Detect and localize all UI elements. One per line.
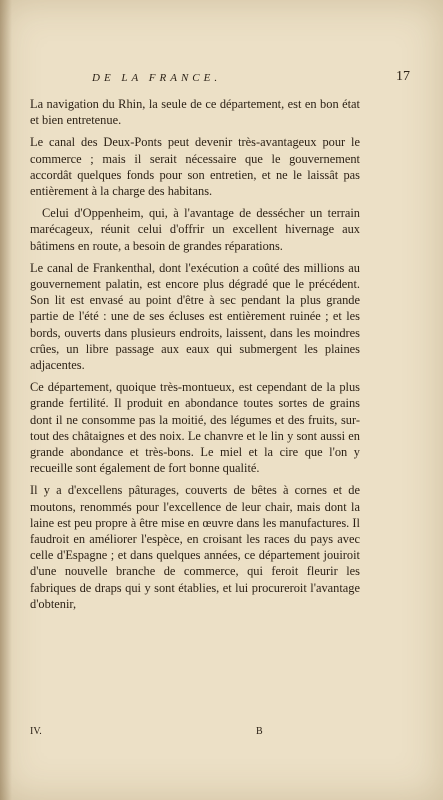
signature-mark: B (256, 726, 263, 737)
page-body (30, 96, 360, 618)
volume-mark: IV. (30, 726, 42, 737)
paragraph-navigation: La navigation du Rhin, la seule de ce département, est en bon état et bien entretenue. (30, 97, 360, 128)
running-title: DE LA FRANCE. (92, 72, 222, 84)
paragraph-canal-frankenthal: Le canal de Frankenthal, dont l'exécution a coûté des millions au gouvernement palatin, est encore plus dégradé que le précédent. Son lit est envasé au point d'être à sec pendant la plus grande partie de l'été : une de ses écluses est entièrement ruinée ; et les bords, ouverts dans plusieurs endroits, laissent, dans les moindres crûes, un libre passage aux eaux qui submergent les plaines adjacentes. (30, 260, 360, 373)
paragraph-canal-deux-ponts: Le canal des Deux-Ponts peut devenir très-avantageux pour le commerce ; mais il serait nécessaire que le gouvernement accordât quelques fonds pour son entretien, et ne le laissât pas entièrement à la charge des habitans. (30, 135, 360, 199)
paragraph-fertilite: Ce département, quoique très-montueux, est cependant de la plus grande fertilité. Il produit en abondance toutes sortes de grains dont il ne consomme pas la moitié, des légumes et des fruits, sur-tout des châtaignes et des noix. Le chanvre et le lin y sont aussi en grande abondance et très-bons. Le miel et la cire que l'on y recueille sont également de fort bonne qualité. (30, 380, 360, 476)
running-header (92, 69, 410, 84)
paragraph-oppenheim: Celui d'Oppenheim, qui, à l'avantage de dessécher un terrain marécageux, réunit celui d'offrir un excellent hivernage aux bâtimens en route, a besoin de grandes réparations. (30, 206, 360, 253)
page-footer (30, 726, 360, 737)
paragraph-paturages: Il y a d'excellens pâturages, couverts de bêtes à cornes et de moutons, renommés pour l'excellence de leur chair, mais dont la laine est peu propre à être mise en œuvre dans les manufactures. Il faudroit en améliorer l'espèce, en croisant les races du pays avec celle d'Espagne ; et dans quelques années, ce département jouiroit d'une nouvelle branche de commerce, qui feroit fleurir les fabriques de draps qui y sont établies, et lui procureroit l'avantage d'obtenir, (30, 483, 360, 611)
page-gutter-shadow (0, 0, 12, 800)
page-number: 17 (396, 69, 410, 84)
